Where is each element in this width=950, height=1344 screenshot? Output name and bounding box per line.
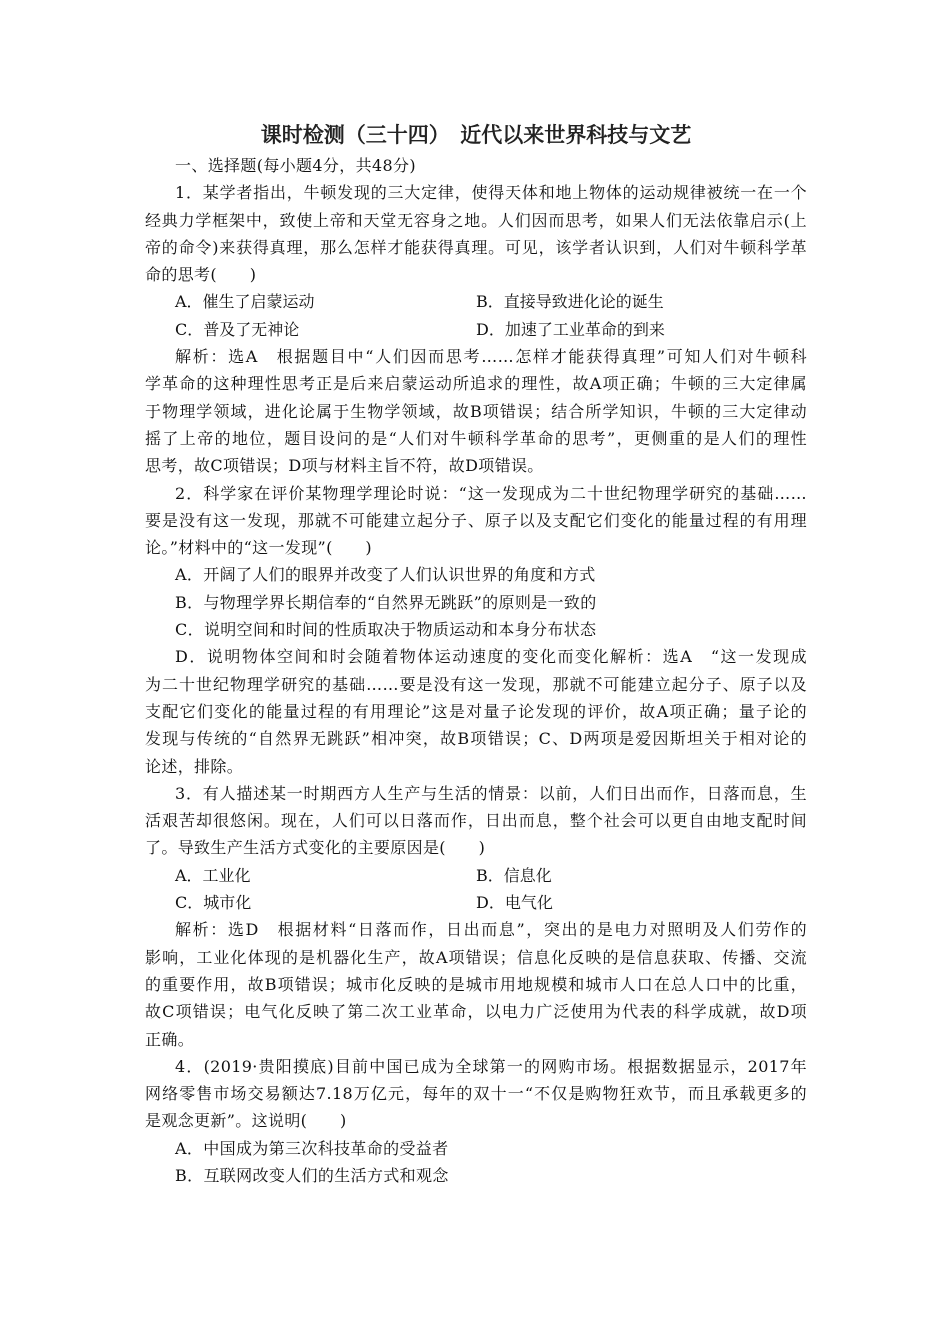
option-d: D．电气化: [476, 893, 553, 913]
option-c: C．说明空间和时间的性质取决于物质运动和本身分布状态: [175, 620, 597, 640]
option-d: D．加速了工业革命的到来: [476, 319, 665, 339]
option-a: A．催生了启蒙运动: [175, 292, 315, 312]
page-title: 课时检测（三十四） 近代以来世界科技与文艺: [260, 123, 692, 147]
question-text: 经典力学框架中，致使上帝和天堂无容身之地。人们因而思考，如果人们无法依靠启示(上: [145, 210, 807, 230]
analysis-text: 为二十世纪物理学研究的基础……要是没有这一发现，那就不可能建立起分子、原子以及: [145, 674, 807, 694]
option-b: B．信息化: [476, 865, 552, 885]
question-text: 网络零售市场交易额达7.18万亿元，每年的双十一“不仅是购物狂欢节，而且承载更多的: [145, 1084, 807, 1104]
question-text: 3．有人描述某一时期西方人生产与生活的情景：以前，人们日出而作，日落而息，生: [175, 783, 807, 803]
analysis-text: 故C项错误；电气化反映了第二次工业革命，以电力广泛使用为代表的科学成就，故D项: [145, 1002, 807, 1022]
question-text: 了。导致生产生活方式变化的主要原因是( ): [145, 838, 486, 858]
question-text: 是观念更新”。这说明( ): [145, 1111, 347, 1131]
question-3: [145, 780, 807, 1053]
analysis-text: 的重要作用，故B项错误；城市化反映的是城市用地规模和城市人口在总人口中的比重，: [145, 974, 807, 994]
analysis-text: 解析：选D 根据材料“日落而作，日出而息”，突出的是电力对照明及人们劳作的: [175, 920, 807, 940]
analysis-text: 学革命的这种理性思考正是后来启蒙运动所追求的理性，故A项正确；牛顿的三大定律属: [145, 374, 807, 394]
analysis-text: 思考，故C项错误；D项与材料主旨不符，故D项错误。: [145, 456, 544, 476]
question-text: 活艰苦却很悠闲。现在，人们可以日落而作，日出而息，整个社会可以更自由地支配时间: [145, 811, 807, 831]
analysis-text: 支配它们变化的能量过程的有用理论”这是对量子论发现的评价，故A项正确；量子论的: [145, 701, 807, 721]
analysis-text: 发现与传统的“自然界无跳跃”相冲突，故B项错误；C、D两项是爱因斯坦关于相对论的: [145, 729, 807, 749]
analysis-text: 论述，排除。: [145, 756, 244, 776]
question-text: 命的思考( ): [145, 265, 257, 285]
question-text: 论。”材料中的“这一发现”( ): [145, 538, 372, 558]
option-row: [145, 889, 807, 916]
question-text: 要是没有这一发现，那就不可能建立起分子、原子以及支配它们变化的能量过程的有用理: [145, 510, 807, 530]
option-b: B．与物理学界长期信奉的“自然界无跳跃”的原则是一致的: [175, 592, 597, 612]
question-4: [145, 1053, 807, 1189]
analysis-text: 影响，工业化体现的是机器化生产，故A项错误；信息化反映的是信息获取、传播、交流: [145, 947, 807, 967]
question-text: 4．(2019·贵阳摸底)目前中国已成为全球第一的网购市场。根据数据显示，2017年: [175, 1056, 807, 1076]
option-b: B．互联网改变人们的生活方式和观念: [175, 1165, 449, 1185]
option-row: [145, 288, 807, 315]
option-row: [145, 316, 807, 343]
question-2: [145, 480, 807, 780]
section-heading: 一、选择题(每小题4分，共48分): [175, 156, 416, 175]
question-text: 帝的命令)来获得真理，那么怎样才能获得真理。可见，该学者认识到，人们对牛顿科学革: [145, 237, 807, 257]
option-row: [145, 862, 807, 889]
analysis-text: 解析：选A 根据题目中“人们因而思考……怎样才能获得真理”可知人们对牛顿科: [175, 347, 807, 367]
analysis-text: 正确。: [145, 1029, 195, 1049]
analysis-text: D．说明物体空间和时会随着物体运动速度的变化而变化解析：选A “这一发现成: [175, 647, 807, 667]
option-a: A．中国成为第三次科技革命的受益者: [175, 1138, 449, 1158]
analysis-text: 于物理学领域，进化论属于生物学领域，故B项错误；结合所学知识，牛顿的三大定律动: [145, 401, 807, 421]
question-text: 1．某学者指出，牛顿发现的三大定律，使得天体和地上物体的运动规律被统一在一个: [175, 183, 807, 203]
option-c: C．城市化: [175, 893, 252, 913]
question-1: [145, 179, 807, 479]
question-text: 2．科学家在评价某物理学理论时说：“这一发现成为二十世纪物理学研究的基础……: [175, 483, 807, 503]
option-a: A．开阔了人们的眼界并改变了人们认识世界的角度和方式: [175, 565, 596, 585]
analysis-text: 摇了上帝的地位，题目设问的是“人们对牛顿科学革命的思考”，更侧重的是人们的理性: [145, 428, 807, 448]
option-a: A．工业化: [175, 865, 251, 885]
document-page: [145, 118, 807, 1189]
option-b: B．直接导致进化论的诞生: [476, 292, 664, 312]
option-c: C．普及了无神论: [175, 319, 300, 339]
